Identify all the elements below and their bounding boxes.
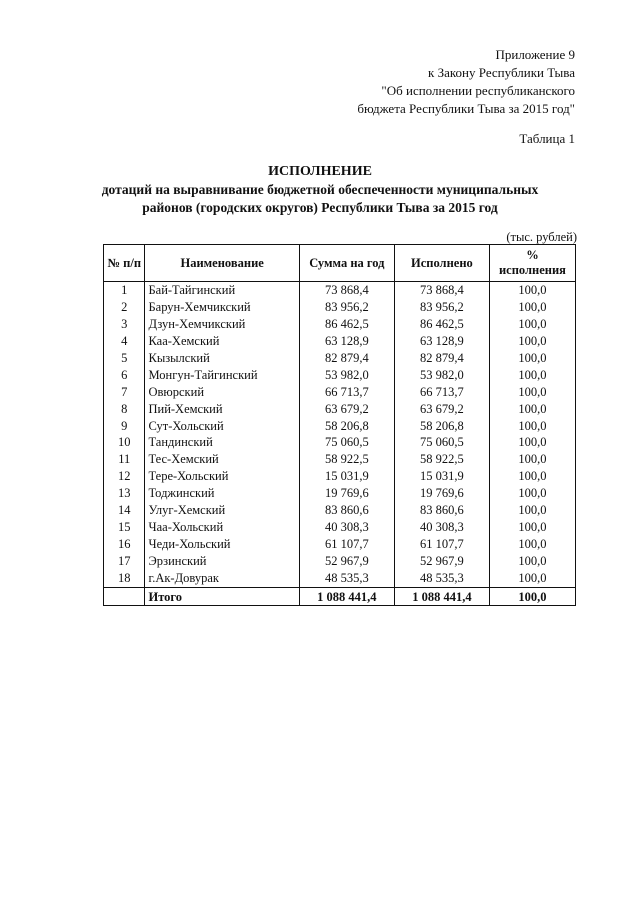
cell-exec: 86 462,5	[394, 316, 489, 333]
title-line: дотаций на выравнивание бюджетной обеспеченности муниципальных	[101, 182, 539, 197]
cell-pct: 100,0	[489, 468, 575, 485]
cell-plan: 83 956,2	[299, 299, 394, 316]
cell-pct: 100,0	[489, 333, 575, 350]
cell-plan: 73 868,4	[299, 282, 394, 299]
cell-exec: 75 060,5	[394, 434, 489, 451]
header-plan: Сумма на год	[299, 245, 394, 282]
title-line: районов (городских округов) Республики Тыва за 2015 год	[142, 200, 498, 215]
table-row	[104, 552, 576, 569]
total-exec: 1 088 441,4	[394, 588, 489, 606]
cell-num: 13	[104, 485, 145, 502]
cell-exec: 83 860,6	[394, 502, 489, 519]
cell-plan: 83 860,6	[299, 502, 394, 519]
cell-exec: 61 107,7	[394, 535, 489, 552]
cell-num: 14	[104, 502, 145, 519]
cell-num: 7	[104, 383, 145, 400]
cell-plan: 61 107,7	[299, 535, 394, 552]
cell-name: г.Ак-Довурак	[145, 569, 299, 587]
cell-num: 10	[104, 434, 145, 451]
cell-exec: 52 967,9	[394, 552, 489, 569]
table-row	[104, 316, 576, 333]
cell-num: 11	[104, 451, 145, 468]
appendix-line: к Закону Республики Тыва	[428, 65, 575, 80]
cell-pct: 100,0	[489, 485, 575, 502]
cell-num: 16	[104, 535, 145, 552]
cell-exec: 63 128,9	[394, 333, 489, 350]
cell-pct: 100,0	[489, 535, 575, 552]
cell-name: Барун-Хемчикский	[145, 299, 299, 316]
table-row	[104, 383, 576, 400]
cell-exec: 58 206,8	[394, 417, 489, 434]
table-label: Таблица 1	[519, 131, 575, 146]
cell-plan: 66 713,7	[299, 383, 394, 400]
total-pct: 100,0	[489, 588, 575, 606]
cell-name: Овюрский	[145, 383, 299, 400]
table-header-row	[104, 245, 576, 282]
cell-pct: 100,0	[489, 282, 575, 299]
cell-num: 3	[104, 316, 145, 333]
cell-num: 15	[104, 518, 145, 535]
cell-exec: 58 922,5	[394, 451, 489, 468]
cell-plan: 52 967,9	[299, 552, 394, 569]
cell-pct: 100,0	[489, 299, 575, 316]
cell-exec: 66 713,7	[394, 383, 489, 400]
cell-pct: 100,0	[489, 316, 575, 333]
cell-plan: 53 982,0	[299, 366, 394, 383]
cell-name: Монгун-Тайгинский	[145, 366, 299, 383]
cell-exec: 40 308,3	[394, 518, 489, 535]
cell-exec: 48 535,3	[394, 569, 489, 587]
subsidies-table	[103, 244, 576, 606]
cell-plan: 40 308,3	[299, 518, 394, 535]
table-row	[104, 434, 576, 451]
cell-pct: 100,0	[489, 400, 575, 417]
cell-plan: 58 206,8	[299, 417, 394, 434]
table-row	[104, 451, 576, 468]
cell-plan: 48 535,3	[299, 569, 394, 587]
cell-plan: 82 879,4	[299, 350, 394, 367]
cell-exec: 19 769,6	[394, 485, 489, 502]
cell-plan: 58 922,5	[299, 451, 394, 468]
cell-exec: 15 031,9	[394, 468, 489, 485]
table-row	[104, 518, 576, 535]
cell-num: 8	[104, 400, 145, 417]
cell-num: 2	[104, 299, 145, 316]
title-main: ИСПОЛНЕНИЕ	[268, 164, 372, 179]
header-pct	[489, 245, 575, 282]
total-num-empty	[104, 588, 145, 606]
table-row	[104, 400, 576, 417]
table-total-row	[104, 588, 576, 606]
table-row	[104, 350, 576, 367]
document-title	[0, 163, 640, 217]
header-num: № п/п	[104, 245, 145, 282]
cell-pct: 100,0	[489, 502, 575, 519]
table-row	[104, 417, 576, 434]
table-row	[104, 333, 576, 350]
table-body	[104, 282, 576, 606]
cell-name: Чеди-Хольский	[145, 535, 299, 552]
total-name: Итого	[145, 588, 299, 606]
cell-pct: 100,0	[489, 451, 575, 468]
cell-num: 17	[104, 552, 145, 569]
cell-pct: 100,0	[489, 569, 575, 587]
cell-num: 9	[104, 417, 145, 434]
table-row	[104, 299, 576, 316]
cell-name: Тере-Хольский	[145, 468, 299, 485]
cell-pct: 100,0	[489, 383, 575, 400]
table-row	[104, 535, 576, 552]
cell-name: Эрзинский	[145, 552, 299, 569]
cell-pct: 100,0	[489, 434, 575, 451]
header-pct-label: исполнения	[498, 263, 566, 277]
cell-name: Тес-Хемский	[145, 451, 299, 468]
cell-num: 12	[104, 468, 145, 485]
cell-pct: 100,0	[489, 350, 575, 367]
table-row	[104, 366, 576, 383]
cell-num: 18	[104, 569, 145, 587]
cell-name: Каа-Хемский	[145, 333, 299, 350]
cell-pct: 100,0	[489, 552, 575, 569]
cell-name: Кызылский	[145, 350, 299, 367]
cell-name: Тоджинский	[145, 485, 299, 502]
header-exec: Исполнено	[394, 245, 489, 282]
cell-plan: 63 128,9	[299, 333, 394, 350]
header-name: Наименование	[145, 245, 299, 282]
appendix-line: бюджета Республики Тыва за 2015 год"	[357, 101, 575, 116]
cell-name: Чаа-Хольский	[145, 518, 299, 535]
cell-exec: 73 868,4	[394, 282, 489, 299]
header-pct-symbol: %	[526, 248, 539, 262]
cell-plan: 86 462,5	[299, 316, 394, 333]
cell-name: Тандинский	[145, 434, 299, 451]
cell-pct: 100,0	[489, 417, 575, 434]
total-plan: 1 088 441,4	[299, 588, 394, 606]
table-row	[104, 502, 576, 519]
cell-pct: 100,0	[489, 366, 575, 383]
table-row	[104, 485, 576, 502]
cell-plan: 15 031,9	[299, 468, 394, 485]
cell-exec: 53 982,0	[394, 366, 489, 383]
cell-pct: 100,0	[489, 518, 575, 535]
cell-exec: 83 956,2	[394, 299, 489, 316]
cell-exec: 63 679,2	[394, 400, 489, 417]
cell-exec: 82 879,4	[394, 350, 489, 367]
cell-name: Бай-Тайгинский	[145, 282, 299, 299]
cell-num: 5	[104, 350, 145, 367]
table-row	[104, 282, 576, 299]
table-row	[104, 468, 576, 485]
cell-plan: 63 679,2	[299, 400, 394, 417]
cell-num: 1	[104, 282, 145, 299]
cell-num: 6	[104, 366, 145, 383]
cell-plan: 19 769,6	[299, 485, 394, 502]
cell-name: Улуг-Хемский	[145, 502, 299, 519]
table-row	[104, 569, 576, 587]
cell-name: Пий-Хемский	[145, 400, 299, 417]
cell-name: Дзун-Хемчикский	[145, 316, 299, 333]
appendix-line: "Об исполнении республиканского	[381, 83, 575, 98]
cell-plan: 75 060,5	[299, 434, 394, 451]
cell-num: 4	[104, 333, 145, 350]
appendix-header	[275, 46, 575, 118]
units-label: (тыс. рублей)	[506, 230, 577, 244]
cell-name: Сут-Хольский	[145, 417, 299, 434]
appendix-line: Приложение 9	[495, 47, 575, 62]
